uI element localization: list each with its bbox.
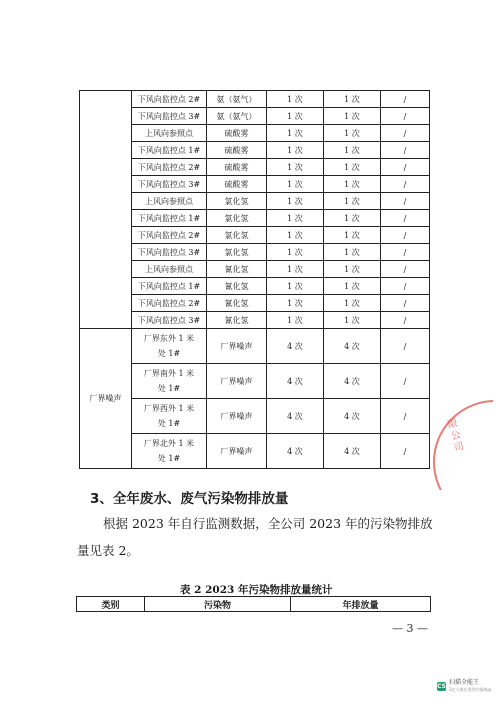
remark-cell: / [381, 329, 430, 364]
remark-cell: / [381, 295, 430, 312]
frequency-required-cell: 1 次 [267, 108, 324, 125]
remark-cell: / [381, 244, 430, 261]
remark-cell: / [381, 227, 430, 244]
table-row [80, 91, 430, 108]
frequency-required-cell: 1 次 [267, 244, 324, 261]
monitoring-point-cell: 上风向参照点 [132, 125, 207, 142]
monitoring-item-cell: 硫酸雾 [207, 142, 267, 159]
remark-cell: / [381, 399, 430, 434]
watermark-name: 扫描全能王 [449, 679, 480, 686]
frequency-actual-cell: 4 次 [324, 329, 381, 364]
header-annual-emission: 年排放量 [291, 597, 431, 612]
monitoring-item-cell: 氯化氢 [207, 244, 267, 261]
frequency-required-cell: 1 次 [267, 261, 324, 278]
remark-cell: / [381, 176, 430, 193]
monitoring-point-cell: 下风向监控点 2# [132, 295, 207, 312]
frequency-actual-cell: 1 次 [324, 125, 381, 142]
remark-cell: / [381, 193, 430, 210]
monitoring-item-cell: 厂界噪声 [207, 399, 267, 434]
company-seal [433, 400, 493, 490]
monitoring-item-cell: 厂界噪声 [207, 364, 267, 399]
frequency-required-cell: 1 次 [267, 227, 324, 244]
monitoring-point-cell: 下风向监控点 3# [132, 108, 207, 125]
monitoring-point-cell: 厂界西外 1 米处 1# [132, 399, 207, 434]
frequency-required-cell: 4 次 [267, 434, 324, 469]
frequency-actual-cell: 4 次 [324, 434, 381, 469]
noise-group-cell: 厂界噪声 [80, 329, 132, 469]
monitoring-point-cell: 下风向监控点 3# [132, 176, 207, 193]
header-category: 类别 [77, 597, 145, 612]
frequency-required-cell: 1 次 [267, 210, 324, 227]
monitoring-point-cell: 下风向监控点 2# [132, 227, 207, 244]
cs-logo-icon: CS [437, 682, 446, 690]
remark-cell: / [381, 125, 430, 142]
frequency-required-cell: 1 次 [267, 159, 324, 176]
table-row [80, 278, 430, 295]
table-row [80, 364, 430, 399]
table-header-row [77, 597, 431, 612]
monitoring-point-cell: 厂界南外 1 米处 1# [132, 364, 207, 399]
remark-cell: / [381, 142, 430, 159]
frequency-required-cell: 1 次 [267, 91, 324, 108]
remark-cell: / [381, 312, 430, 329]
monitoring-point-cell: 厂界东外 1 米处 1# [132, 329, 207, 364]
frequency-required-cell: 4 次 [267, 364, 324, 399]
monitoring-point-cell: 下风向监控点 1# [132, 210, 207, 227]
table-row [80, 210, 430, 227]
remark-cell: / [381, 364, 430, 399]
monitoring-point-cell: 上风向参照点 [132, 261, 207, 278]
monitoring-table [79, 90, 430, 469]
frequency-actual-cell: 1 次 [324, 142, 381, 159]
table-row [80, 261, 430, 278]
remark-cell: / [381, 210, 430, 227]
frequency-actual-cell: 1 次 [324, 261, 381, 278]
frequency-required-cell: 1 次 [267, 125, 324, 142]
frequency-required-cell: 1 次 [267, 312, 324, 329]
frequency-actual-cell: 1 次 [324, 227, 381, 244]
table-row [80, 108, 430, 125]
monitoring-item-cell: 氰化氢 [207, 312, 267, 329]
monitoring-point-cell: 下风向监控点 3# [132, 244, 207, 261]
monitoring-item-cell: 氰化氢 [207, 295, 267, 312]
monitoring-item-cell: 厂界噪声 [207, 329, 267, 364]
frequency-actual-cell: 1 次 [324, 176, 381, 193]
frequency-required-cell: 1 次 [267, 176, 324, 193]
table-row [80, 227, 430, 244]
remark-cell: / [381, 261, 430, 278]
frequency-actual-cell: 1 次 [324, 295, 381, 312]
monitoring-point-cell: 下风向监控点 1# [132, 278, 207, 295]
remark-cell: / [381, 91, 430, 108]
group-cell [80, 91, 132, 329]
table-row [80, 329, 430, 364]
monitoring-item-cell: 氰化氢 [207, 278, 267, 295]
table-row [80, 193, 430, 210]
monitoring-item-cell: 氯化氢 [207, 193, 267, 210]
emission-table [76, 596, 431, 612]
frequency-actual-cell: 1 次 [324, 244, 381, 261]
remark-cell: / [381, 278, 430, 295]
frequency-required-cell: 1 次 [267, 278, 324, 295]
table-row [80, 142, 430, 159]
table-row [80, 244, 430, 261]
monitoring-point-cell: 下风向监控点 1# [132, 142, 207, 159]
remark-cell: / [381, 108, 430, 125]
monitoring-item-cell: 氰化氢 [207, 261, 267, 278]
frequency-actual-cell: 1 次 [324, 312, 381, 329]
frequency-actual-cell: 1 次 [324, 210, 381, 227]
monitoring-item-cell: 氯化氢 [207, 210, 267, 227]
page-number: — 3 — [392, 622, 428, 635]
monitoring-item-cell: 氨（氨气） [207, 91, 267, 108]
table-row [80, 434, 430, 469]
table-row [80, 159, 430, 176]
seal-text: 限公司 [446, 417, 466, 455]
monitoring-item-cell: 硫酸雾 [207, 125, 267, 142]
frequency-actual-cell: 1 次 [324, 193, 381, 210]
frequency-actual-cell: 1 次 [324, 278, 381, 295]
monitoring-point-cell: 下风向监控点 3# [132, 312, 207, 329]
remark-cell: / [381, 159, 430, 176]
header-pollutant: 污染物 [145, 597, 291, 612]
monitoring-item-cell: 厂界噪声 [207, 434, 267, 469]
table-row [80, 399, 430, 434]
monitoring-point-cell: 厂界北外 1 米处 1# [132, 434, 207, 469]
section-heading: 3、全年废水、废气污染物排放量 [90, 491, 289, 507]
table-row [80, 295, 430, 312]
section-paragraph: 根据 2023 年自行监测数据，全公司 2023 年的污染物排放量见表 2。 [77, 516, 433, 558]
frequency-required-cell: 1 次 [267, 142, 324, 159]
monitoring-item-cell: 氨（氨气） [207, 108, 267, 125]
table2-caption: 表 2 2023 年污染物排放量统计 [180, 584, 333, 596]
monitoring-point-cell: 上风向参照点 [132, 193, 207, 210]
monitoring-item-cell: 氯化氢 [207, 227, 267, 244]
frequency-required-cell: 4 次 [267, 399, 324, 434]
frequency-required-cell: 4 次 [267, 329, 324, 364]
frequency-actual-cell: 1 次 [324, 159, 381, 176]
remark-cell: / [381, 434, 430, 469]
frequency-required-cell: 1 次 [267, 295, 324, 312]
frequency-required-cell: 1 次 [267, 193, 324, 210]
watermark-sub: 3亿人都在用的扫描App [449, 687, 492, 692]
scanner-watermark [437, 679, 491, 693]
frequency-actual-cell: 4 次 [324, 399, 381, 434]
table-row [80, 176, 430, 193]
frequency-actual-cell: 4 次 [324, 364, 381, 399]
table-row [80, 125, 430, 142]
monitoring-point-cell: 下风向监控点 2# [132, 91, 207, 108]
monitoring-point-cell: 下风向监控点 2# [132, 159, 207, 176]
monitoring-item-cell: 硫酸雾 [207, 176, 267, 193]
monitoring-item-cell: 硫酸雾 [207, 159, 267, 176]
frequency-actual-cell: 1 次 [324, 108, 381, 125]
table-row [80, 312, 430, 329]
frequency-actual-cell: 1 次 [324, 91, 381, 108]
